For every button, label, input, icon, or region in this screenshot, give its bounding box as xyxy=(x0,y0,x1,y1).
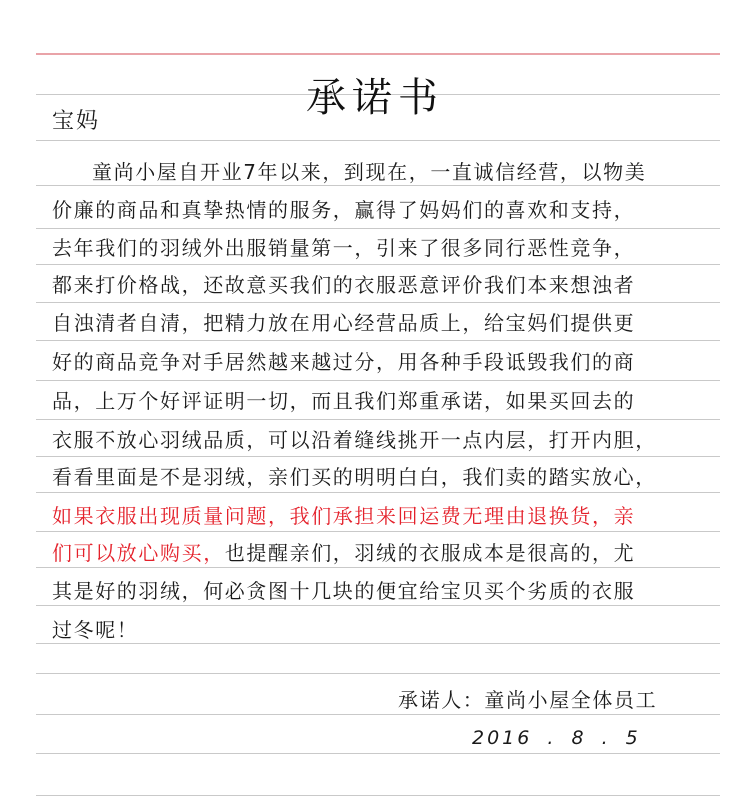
rule-line xyxy=(36,753,720,754)
body-line: 好的商品竞争对手居然越来越过分，用各种手段诋毁我们的商 xyxy=(52,350,636,374)
rule-line xyxy=(36,456,720,457)
body-line: 都来打价格战，还故意买我们的衣服恶意评价我们本来想浊者 xyxy=(52,273,636,297)
body-line: 过冬呢！ xyxy=(52,618,139,642)
rule-line xyxy=(36,567,720,568)
body-line: 其是好的羽绒，何必贪图十几块的便宜给宝贝买个劣质的衣服 xyxy=(52,579,636,603)
rule-line xyxy=(36,340,720,341)
highlight-line: 如果衣服出现质量问题，我们承担来回运费无理由退换货，亲 xyxy=(52,504,636,528)
page-title: 承诺书 xyxy=(306,75,444,121)
body-line: 童尚小屋自开业7年以来，到现在，一直诚信经营，以物美 xyxy=(92,160,647,184)
top-rule xyxy=(36,53,720,55)
salutation: 宝妈 xyxy=(52,109,101,134)
rule-line xyxy=(36,140,720,141)
mixed-line xyxy=(52,541,712,565)
rule-line xyxy=(36,185,720,186)
highlight-fragment: 们可以放心购买， xyxy=(52,541,225,565)
body-line: 自浊清者自清，把精力放在用心经营品质上，给宝妈们提供更 xyxy=(52,311,636,335)
rule-line xyxy=(36,795,720,796)
body-line: 品，上万个好评证明一切，而且我们郑重承诺，如果买回去的 xyxy=(52,389,636,413)
rule-line xyxy=(36,419,720,420)
rule-line xyxy=(36,673,720,674)
body-fragment: 也提醒亲们，羽绒的衣服成本是很高的，尤 xyxy=(224,541,636,565)
rule-line xyxy=(36,380,720,381)
rule-line xyxy=(36,302,720,303)
date: 2016 . 8 . 5 xyxy=(472,727,641,749)
signer: 承诺人：童尚小屋全体员工 xyxy=(398,688,658,712)
rule-line xyxy=(36,714,720,715)
body-line: 价廉的商品和真挚热情的服务，赢得了妈妈们的喜欢和支持， xyxy=(52,198,636,222)
rule-line xyxy=(36,605,720,606)
rule-line xyxy=(36,531,720,532)
rule-line xyxy=(36,492,720,493)
body-line: 衣服不放心羽绒品质，可以沿着缝线挑开一点内层，打开内胆， xyxy=(52,428,657,452)
body-line: 去年我们的羽绒外出服销量第一，引来了很多同行恶性竞争， xyxy=(52,236,636,260)
rule-line xyxy=(36,228,720,229)
rule-line xyxy=(36,264,720,265)
rule-line xyxy=(36,643,720,644)
body-line: 看看里面是不是羽绒，亲们买的明明白白，我们卖的踏实放心， xyxy=(52,465,657,489)
